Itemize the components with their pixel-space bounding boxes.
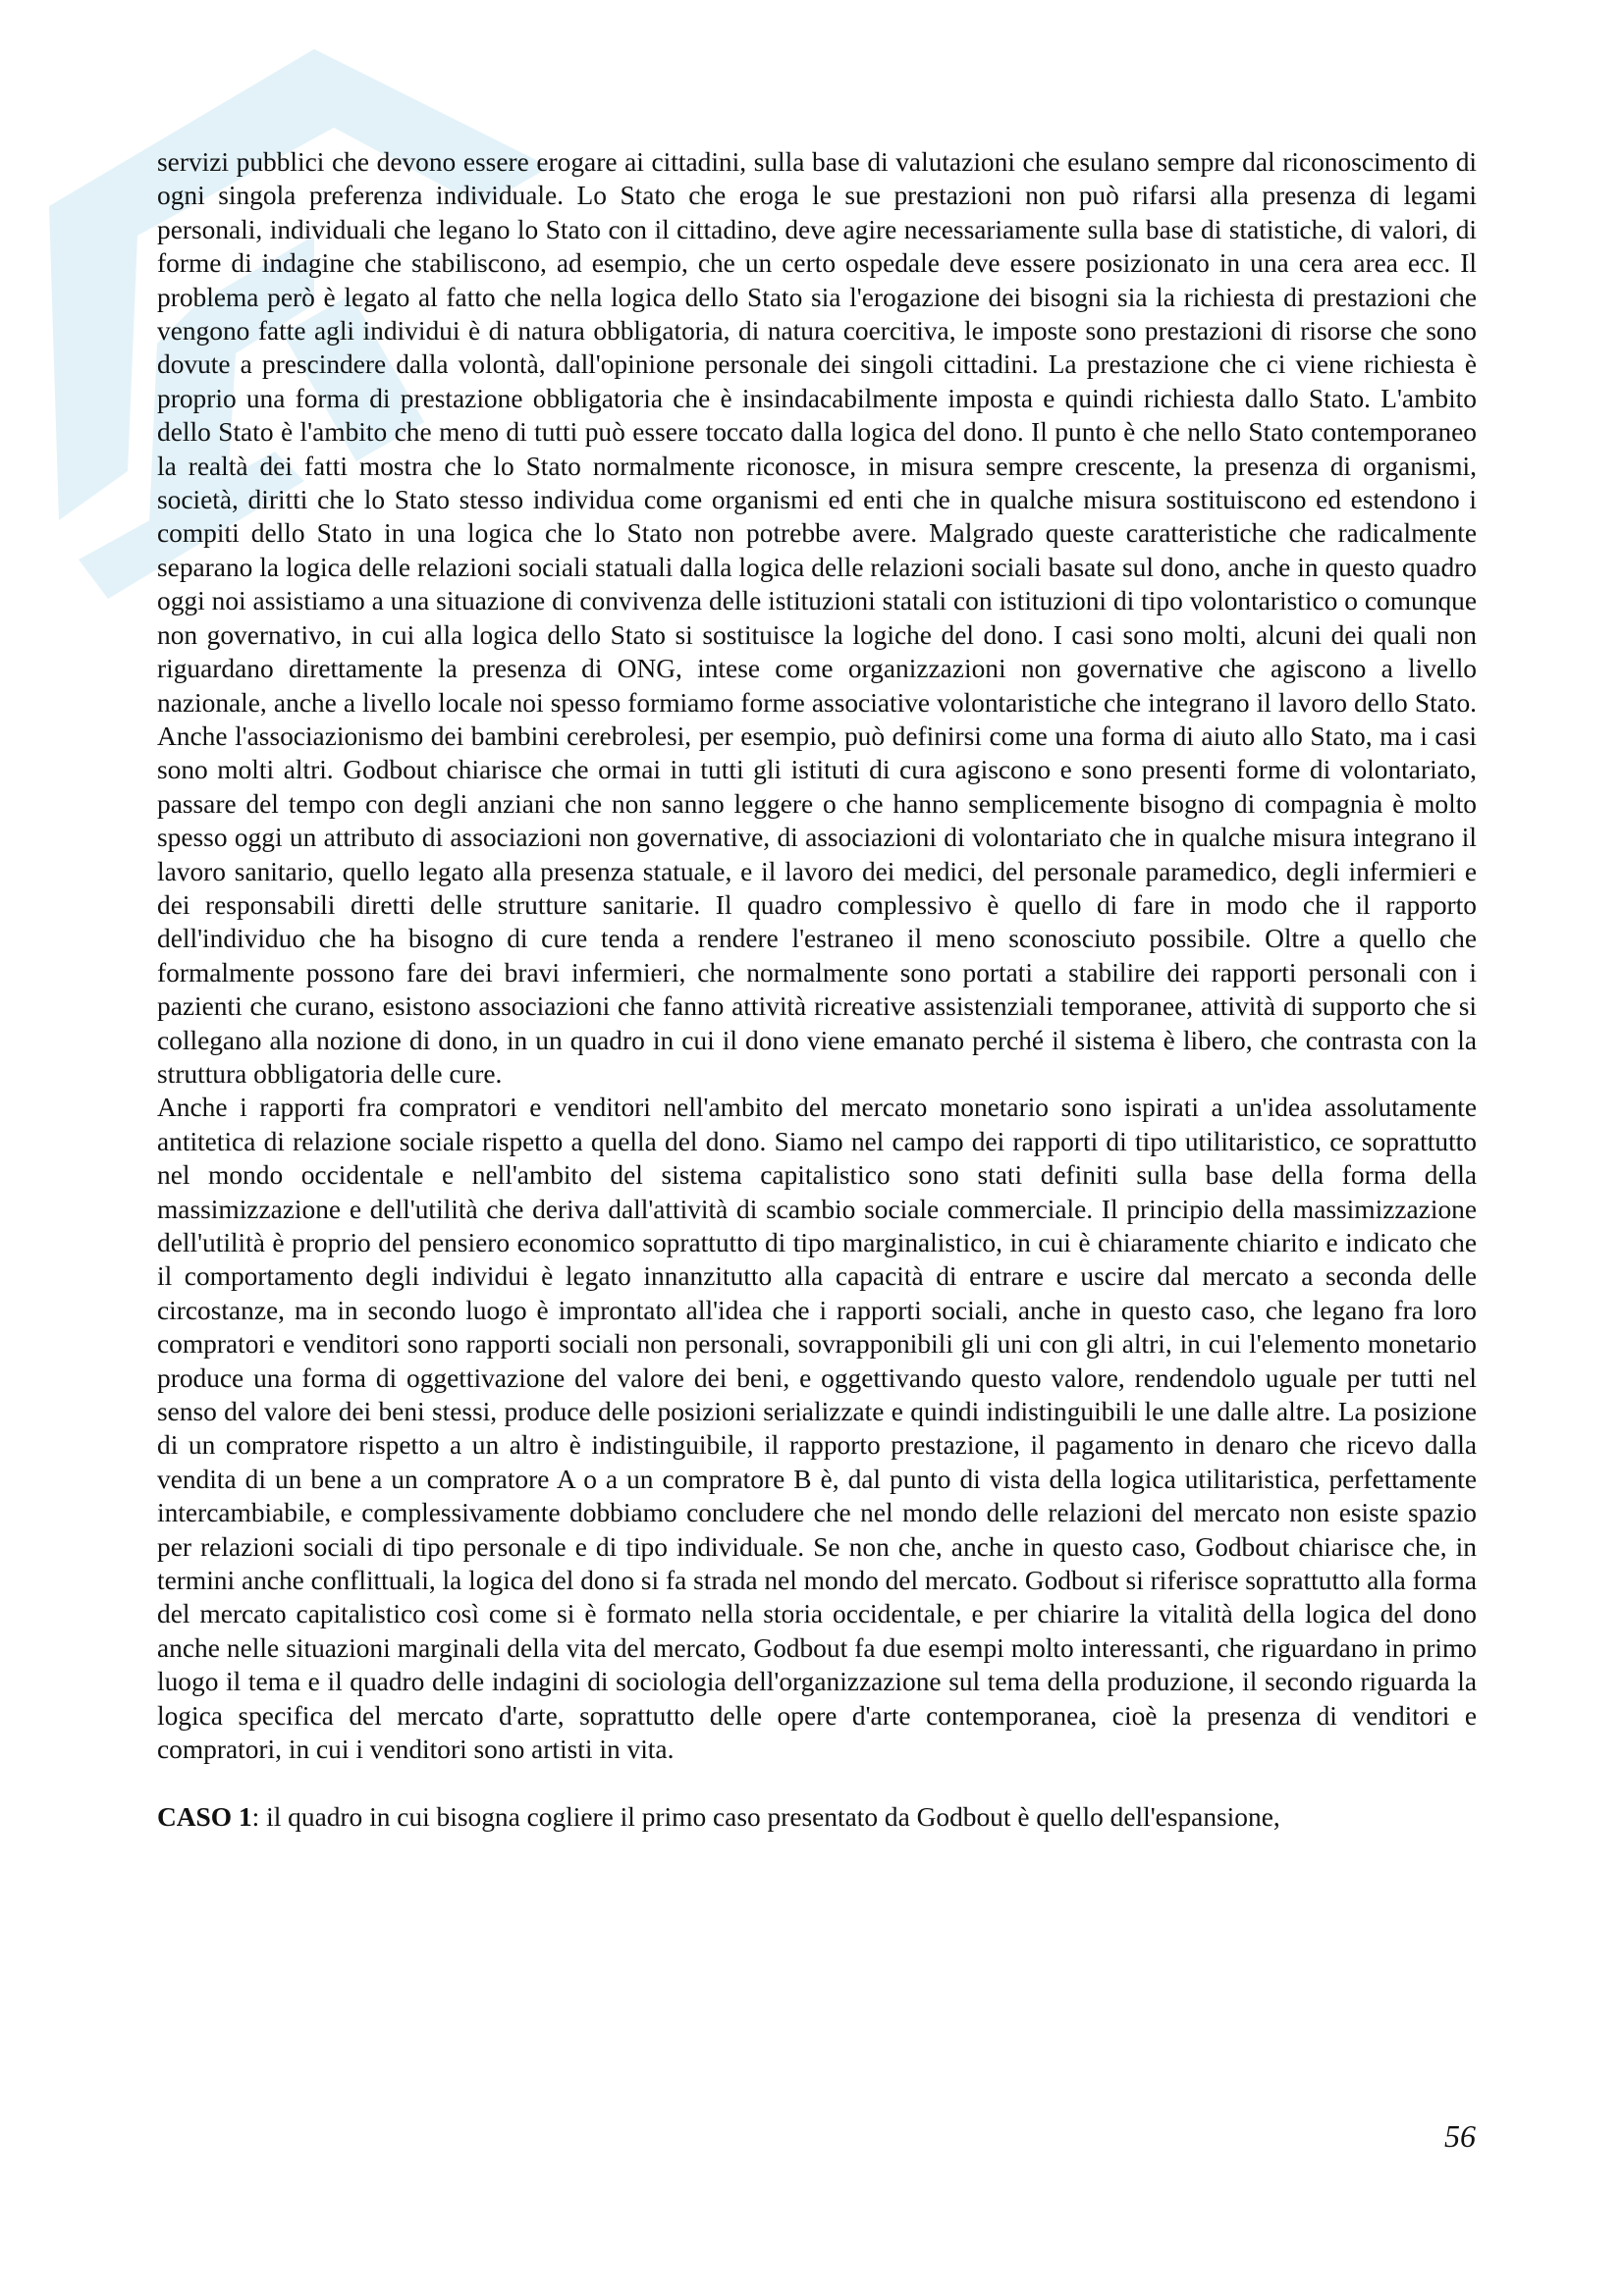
- paragraph: servizi pubblici che devono essere erogare ai cittadini, sulla base di valutazioni che esulano sempre dal riconoscimento di ogni singola preferenza individuale. Lo Stato che eroga le sue prestazioni non può rifarsi alla presenza di legami personali, individuali che legano lo Stato con il cittadino, deve agire necessariamente sulla base di statistiche, di valori, di forme di indagine che stabiliscono, ad esempio, che un certo ospedale deve essere posizionato in una cera area ecc. Il problema però è legato al fatto che nella logica dello Stato sia l'erogazione dei bisogni sia la richiesta di prestazioni che vengono fatte agli individui è di natura obbligatoria, di natura coercitiva, le imposte sono prestazioni di risorse che sono dovute a prescindere dalla volontà, dall'opinione personale dei singoli cittadini. La prestazione che ci viene richiesta è proprio una forma di prestazione obbligatoria che è insindacabilmente imposta e quindi richiesta dallo Stato. L'ambito dello Stato è l'ambito che meno di tutti può essere toccato dalla logica del dono. Il punto è che nello Stato contemporaneo la realtà dei fatti mostra che lo Stato normalmente riconosce, in misura sempre crescente, la presenza di organismi, società, diritti che lo Stato stesso individua come organismi ed enti che in qualche misura sostituiscono ed estendono i compiti dello Stato in una logica che lo Stato non potrebbe avere. Malgrado queste caratteristiche che radicalmente separano la logica delle relazioni sociali statuali dalla logica delle relazioni sociali basate sul dono, anche in questo quadro oggi noi assistiamo a una situazione di convivenza delle istituzioni statali con istituzioni di tipo volontaristico o comunque non governativo, in cui alla logica dello Stato si sostituisce la logiche del dono. I casi sono molti, alcuni dei quali non riguardano direttamente la presenza di ONG, intese come organizzazioni non governative che agiscono a livello nazionale, anche a livello locale noi spesso formiamo forme associative volontaristiche che integrano il lavoro dello Stato. Anche l'associazionismo dei bambini cerebrolesi, per esempio, può definirsi come una forma di aiuto allo Stato, ma i casi sono molti altri. Godbout chiarisce che ormai in tutti gli istituti di cura agiscono e sono presenti forme di volontariato, passare del tempo con degli anziani che non sanno leggere o che hanno semplicemente bisogno di compagnia è molto spesso oggi un attributo di associazioni non governative, di associazioni di volontariato che in qualche misura integrano il lavoro sanitario, quello legato alla presenza statuale, e il lavoro dei medici, del personale paramedico, degli infermieri e dei responsabili diretti delle strutture sanitarie. Il quadro complessivo è quello di fare in modo che il rapporto dell'individuo che ha bisogno di cure tenda a rendere l'estraneo il meno sconosciuto possibile. Oltre a quello che formalmente possono fare dei bravi infermieri, che normalmente sono portati a stabilire dei rapporti personali con i pazienti che curano, esistono associazioni che fanno attività ricreative assistenziali temporanee, attività di supporto che si collegano alla nozione di dono, in un quadro in cui il dono viene emanato perché il sistema è libero, che contrasta con la struttura obbligatoria delle cure.: [157, 147, 1477, 1089]
- case-text: : il quadro in cui bisogna cogliere il primo caso presentato da Godbout è quello dell'espansione,: [251, 1801, 1280, 1832]
- case-paragraph: [157, 1800, 1477, 1834]
- page-body: [157, 145, 1477, 1834]
- paragraph: Anche i rapporti fra compratori e venditori nell'ambito del mercato monetario sono ispirati a un'idea assolutamente antitetica di relazione sociale rispetto a quella del dono. Siamo nel campo dei rapporti di tipo utilitaristico, ce soprattutto nel mondo occidentale e nell'ambito del sistema capitalistico sono stati definiti sulla base della forma della massimizzazione e dell'utilità che deriva dall'attività di scambio sociale commerciale. Il principio della massimizzazione dell'utilità è proprio del pensiero economico soprattutto di tipo marginalistico, in cui è chiaramente chiarito e indicato che il comportamento degli individui è legato innanzitutto alla capacità di entrare e uscire dal mercato a seconda delle circostanze, ma in secondo luogo è improntato all'idea che i rapporti sociali, anche in questo caso, che legano fra loro compratori e venditori sono rapporti sociali non personali, sovrapponibili gli uni con gli altri, in cui l'elemento monetario produce una forma di oggettivazione del valore dei beni, e oggettivando questo valore, rendendolo uguale per tutti nel senso del valore dei beni stessi, produce delle posizioni serializzate e quindi indistinguibili le une dalle altre. La posizione di un compratore rispetto a un altro è indistinguibile, il rapporto prestazione, il pagamento in denaro che ricevo dalla vendita di un bene a un compratore A o a un compratore B è, dal punto di vista della logica utilitaristica, perfettamente intercambiabile, e complessivamente dobbiamo concludere che nel mondo delle relazioni del mercato non esiste spazio per relazioni sociali di tipo personale e di tipo individuale. Se non che, anche in questo caso, Godbout chiarisce che, in termini anche conflittuali, la logica del dono si fa strada nel mondo del mercato. Godbout si riferisce soprattutto alla forma del mercato capitalistico così come si è formato nella storia occidentale, e per chiarire la vitalità della logica del dono anche nelle situazioni marginali della vita del mercato, Godbout fa due esempi molto interessanti, che riguardano in primo luogo il tema e il quadro delle indagini di sociologia dell'organizzazione sul tema della produzione, il secondo riguarda la logica specifica del mercato d'arte, soprattutto delle opere d'arte contemporanea, cioè la presenza di venditori e compratori, in cui i venditori sono artisti in vita.: [157, 1093, 1478, 1765]
- page-number: 56: [1444, 2118, 1476, 2154]
- case-label: CASO 1: [157, 1801, 252, 1832]
